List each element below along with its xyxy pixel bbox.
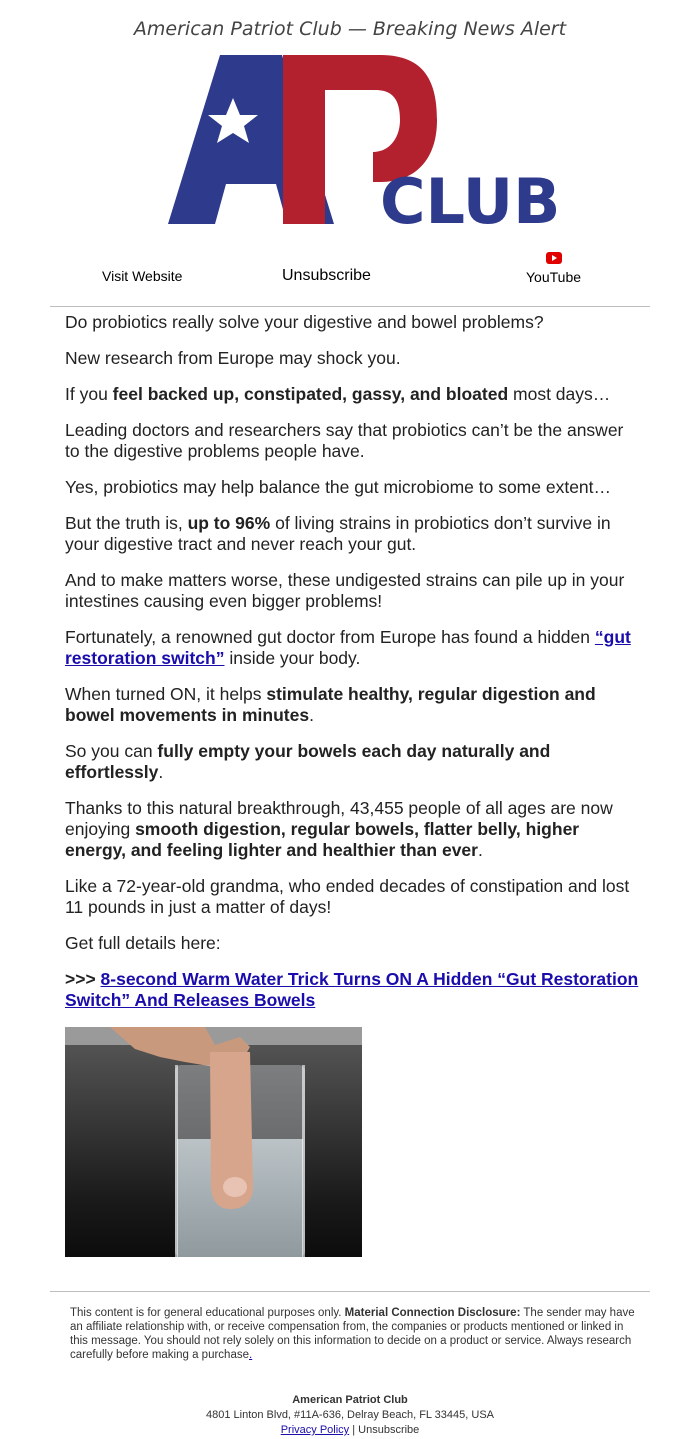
footer-divider (50, 1291, 650, 1292)
paragraph: Thanks to this natural breakthrough, 43,455 people of all ages are now enjoying smooth digestion, regular bowels, flatter belly, higher energy, and feeling lighter and healthier than ever. (65, 798, 613, 860)
youtube-link[interactable]: YouTube (526, 269, 582, 285)
gut-switch-link[interactable]: “gut restoration switch” (65, 627, 631, 668)
paragraph: Do probiotics really solve your digestive and bowel problems? (65, 312, 544, 332)
paragraph: New research from Europe may shock you. (65, 348, 401, 368)
privacy-policy-link[interactable]: Privacy Policy (280, 1424, 350, 1436)
paragraph: Get full details here: (65, 933, 221, 953)
disclaimer: This content is for general educational purposes only. Material Connection Disclosure: The sender may have an affiliate relationship with, or receive compensation from, the companies or products mentioned or linked in this message. You should not rely solely on this information to decide on a product or service. Always research carefully before making a purchase. (70, 1307, 635, 1361)
finger-in-water-glass-image[interactable] (65, 1027, 362, 1257)
disclaimer-period-link[interactable]: . (249, 1349, 253, 1361)
email-body (65, 312, 640, 1026)
paragraph: Fortunately, a renowned gut doctor from Europe has found a hidden “gut restoration switch” inside your body. (65, 627, 631, 668)
youtube-icon[interactable] (546, 252, 562, 264)
divider (50, 306, 650, 307)
paragraph: When turned ON, it helps stimulate healthy, regular digestion and bowel movements in minutes. (65, 684, 596, 725)
nav-bar (0, 250, 700, 290)
paragraph: Yes, probiotics may help balance the gut microbiome to some extent… (65, 477, 612, 497)
footer-separator: | (349, 1424, 359, 1436)
paragraph: Leading doctors and researchers say that probiotics can’t be the answer to the digestive problems people have. (65, 420, 624, 461)
paragraph: If you feel backed up, constipated, gassy, and bloated most days… (65, 384, 611, 404)
unsubscribe-link[interactable]: Unsubscribe (282, 267, 371, 284)
paragraph: Like a 72-year-old grandma, who ended decades of constipation and lost 11 pounds in just a matter of days! (65, 876, 630, 917)
footer-company: American Patriot Club (292, 1394, 408, 1406)
footer-address: 4801 Linton Blvd, #11A-636, Delray Beach, FL 33445, USA (205, 1409, 494, 1421)
visit-website-link[interactable]: Visit Website (102, 268, 183, 284)
paragraph: And to make matters worse, these undigested strains can pile up in your intestines causing even bigger problems! (65, 570, 625, 611)
paragraph: But the truth is, up to 96% of living strains in probiotics don’t survive in your digestive tract and never reach your gut. (65, 513, 611, 554)
logo-club-text: CLUB (380, 165, 561, 238)
paragraph: So you can fully empty your bowels each day naturally and effortlessly. (65, 741, 551, 782)
cta-link[interactable]: 8-second Warm Water Trick Turns ON A Hidden “Gut Restoration Switch” And Releases Bowels (65, 969, 639, 1010)
header-title: American Patriot Club — Breaking News Alert (133, 18, 567, 40)
footer (0, 1393, 700, 1438)
cta-paragraph: >>> 8-second Warm Water Trick Turns ON A Hidden “Gut Restoration Switch” And Releases Bowels (65, 969, 639, 1010)
footer-unsubscribe-link[interactable]: Unsubscribe (358, 1424, 420, 1436)
ap-club-logo[interactable] (165, 52, 561, 238)
